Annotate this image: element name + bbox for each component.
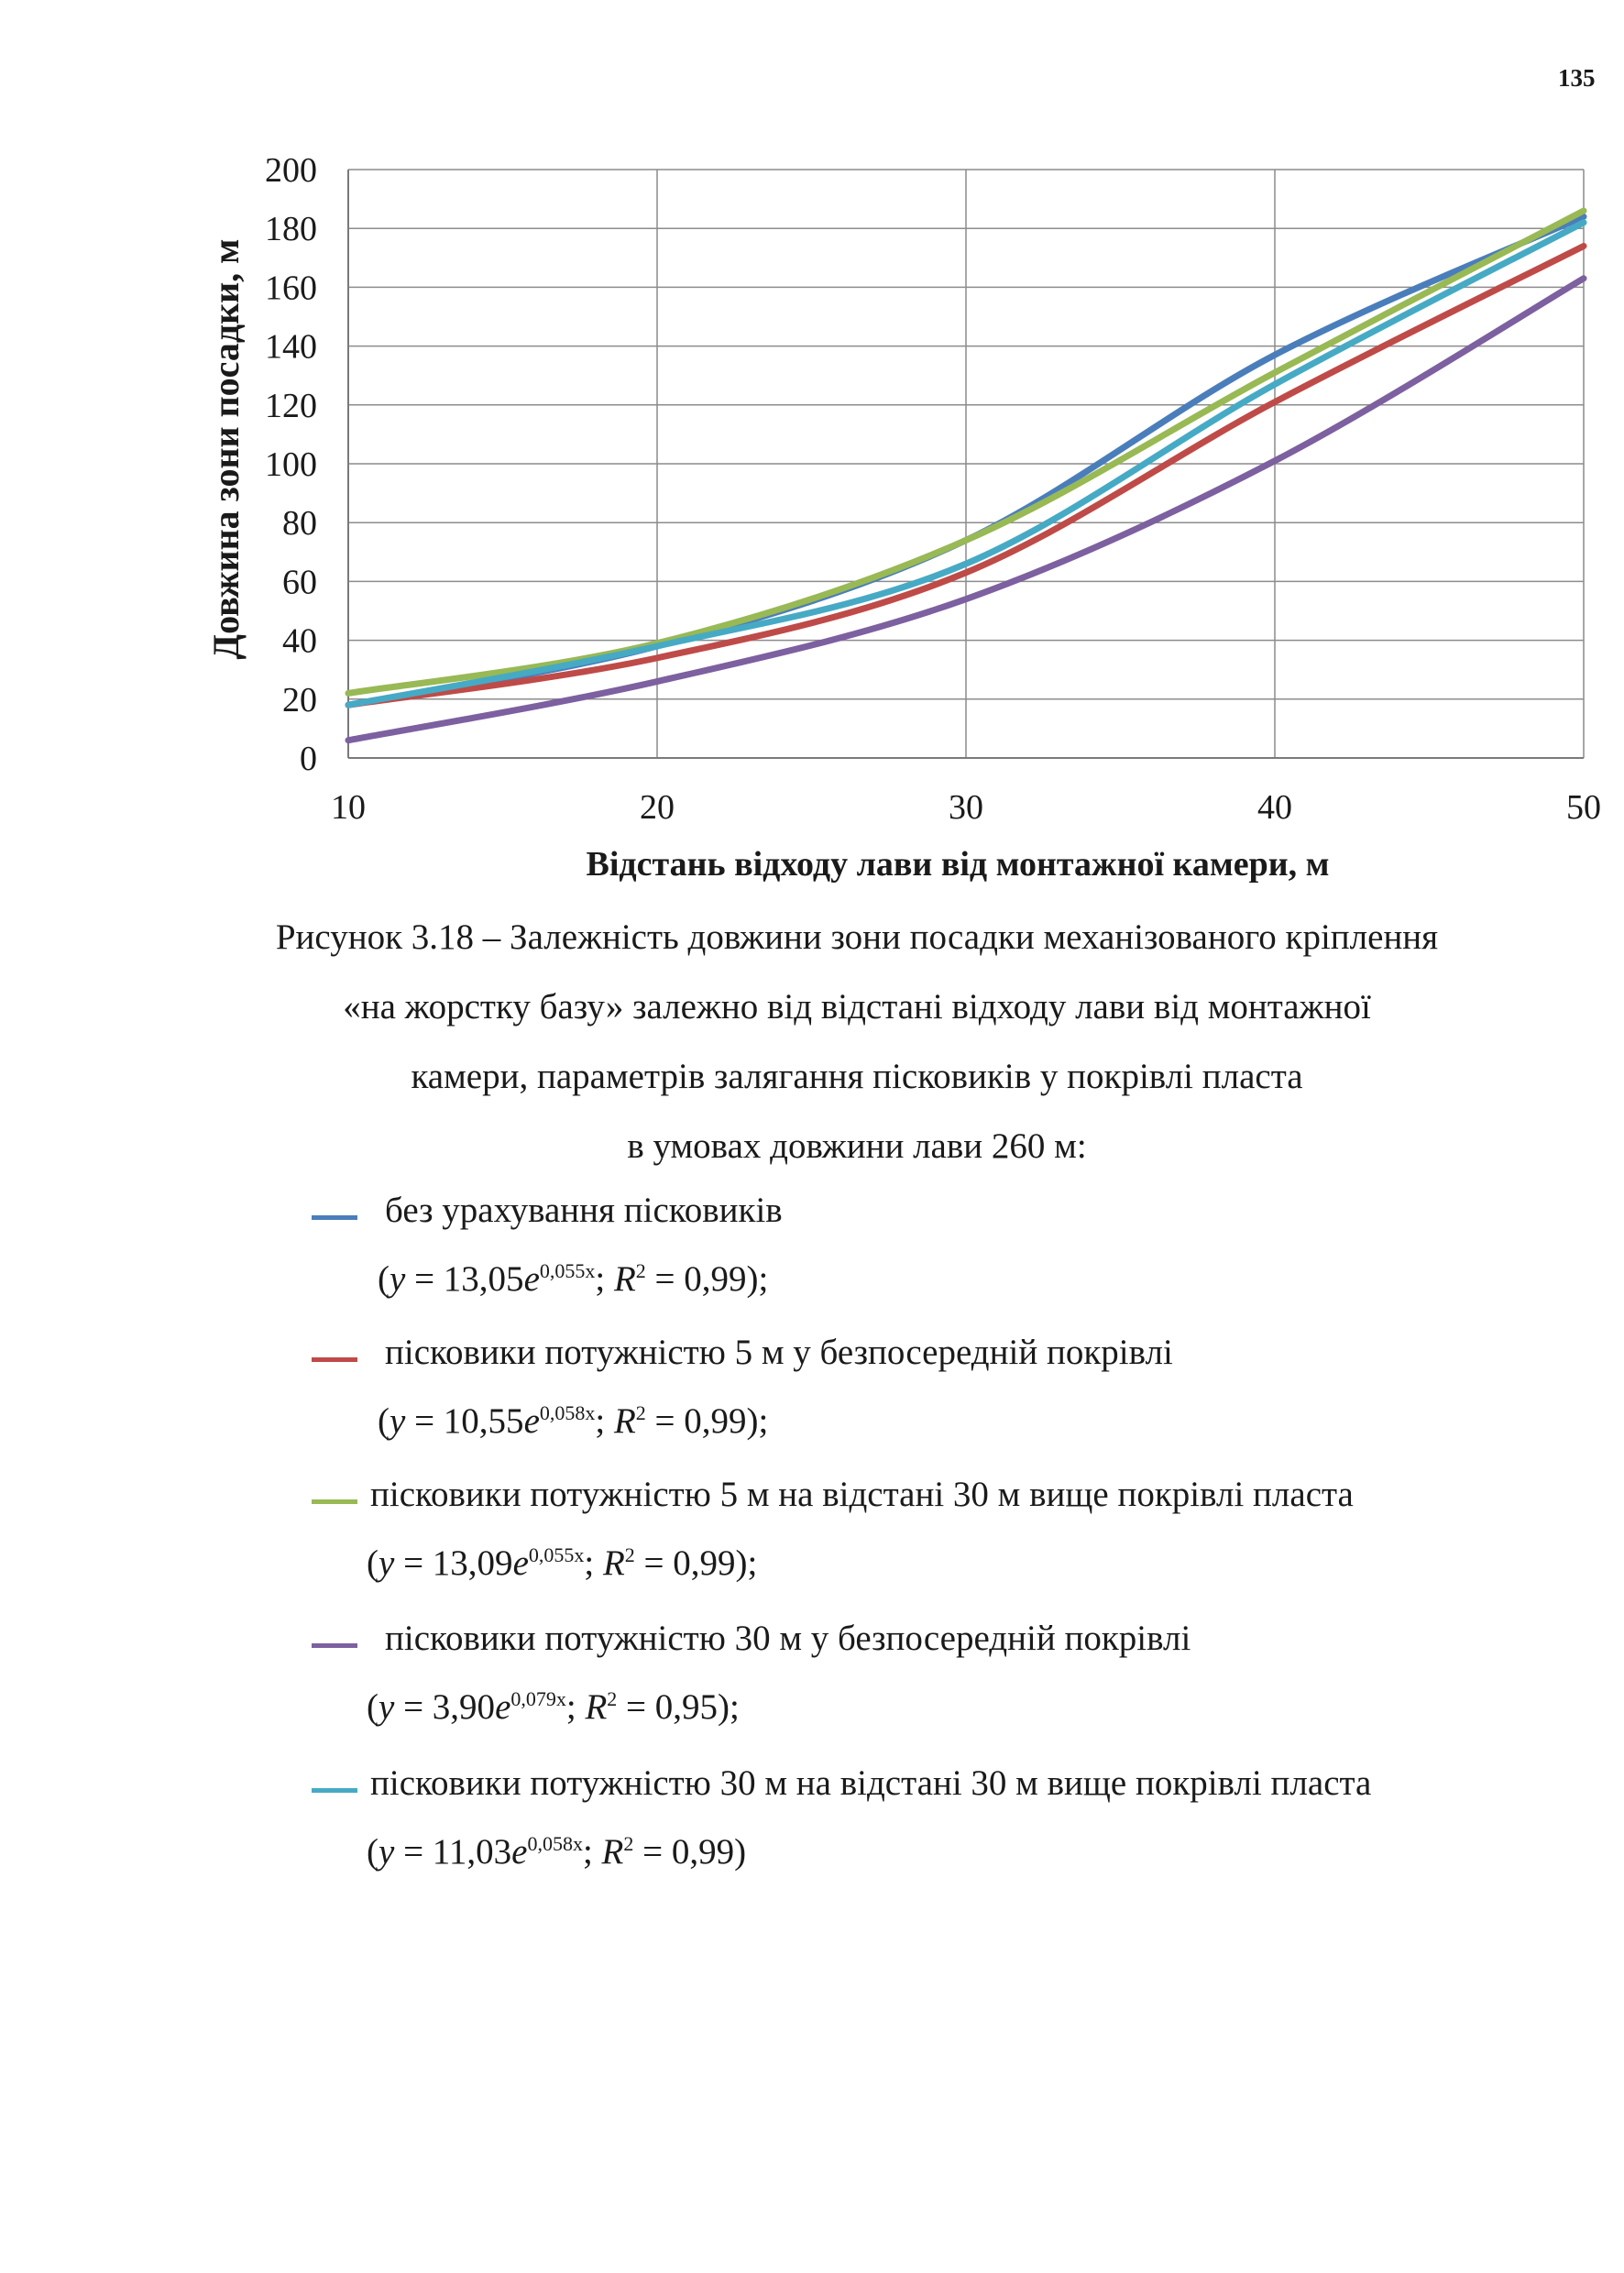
equation-part: = 13,05 (405, 1259, 524, 1299)
legend-swatch (312, 1499, 357, 1504)
y-axis-label: Довжина зони посадки, м (205, 238, 247, 660)
equation-part: e (511, 1832, 528, 1872)
y-tick-label: 160 (265, 269, 317, 308)
y-axis-ticks (265, 151, 317, 778)
x-axis-ticks (331, 788, 1601, 827)
caption-line-1: Рисунок 3.18 – Залежність довжини зони посадки механізованого кріплення (275, 917, 1439, 957)
legend-label: пісковики потужністю 30 м на відстані 30 м вище покрівлі пласта (370, 1763, 1372, 1803)
equation-part: 0,055x (539, 1259, 596, 1282)
equation-part: ( (367, 1543, 379, 1583)
equation-part: 2 (623, 1832, 634, 1855)
equation-part: = 10,55 (405, 1401, 524, 1441)
equation-part: R (613, 1259, 636, 1299)
caption-line-4: в умовах довжини лави 260 м: (627, 1126, 1087, 1166)
line-chart (0, 0, 1624, 917)
equation-part: 2 (607, 1687, 618, 1710)
equation-part: y (390, 1259, 406, 1299)
legend-label: пісковики потужністю 5 м у безпосередній покрівлі (385, 1333, 1173, 1372)
equation-part: e (512, 1543, 529, 1583)
y-tick-label: 100 (265, 445, 317, 484)
legend-equation (378, 1400, 768, 1442)
equation-part: ; (584, 1543, 603, 1583)
legend-equation (367, 1686, 740, 1728)
x-tick-label: 20 (640, 788, 675, 827)
caption-line-3: камери, параметрів залягання пісковиків у покрівлі пласта (411, 1057, 1303, 1096)
y-tick-label: 140 (265, 327, 317, 367)
equation-part: = 0,99); (645, 1401, 769, 1441)
legend-swatch (312, 1357, 357, 1362)
y-tick-label: 80 (282, 504, 317, 544)
equation-part: 0,079x (510, 1687, 566, 1710)
y-tick-label: 0 (300, 740, 317, 778)
figure-caption (174, 903, 1540, 1181)
legend-swatch (312, 1788, 357, 1793)
x-axis-label: Відстань відходу лави від монтажної камери, м (586, 845, 1330, 884)
equation-part: 0,058x (527, 1832, 583, 1855)
equation-part: ( (367, 1687, 379, 1727)
y-tick-label: 180 (265, 210, 317, 249)
equation-part: y (379, 1832, 395, 1872)
equation-part: e (495, 1687, 511, 1727)
equation-part: = 0,99); (645, 1259, 769, 1299)
equation-part: y (379, 1687, 395, 1727)
legend-swatch (312, 1643, 357, 1648)
equation-part: ( (378, 1401, 390, 1441)
equation-part: ; (595, 1401, 614, 1441)
equation-part: 0,055x (528, 1543, 585, 1566)
equation-part: = 11,03 (394, 1832, 512, 1872)
equation-part: e (523, 1259, 540, 1299)
equation-part: = 0,99); (634, 1543, 758, 1583)
equation-part: = 3,90 (394, 1687, 496, 1727)
equation-part: y (390, 1401, 406, 1441)
legend-equation (367, 1543, 757, 1584)
caption-line-2: «на жорстку базу» залежно від відстані відходу лави від монтажної (343, 987, 1371, 1027)
equation-part: ; (595, 1259, 614, 1299)
page-number: 135 (1558, 64, 1596, 92)
x-tick-label: 30 (949, 788, 983, 827)
legend-swatch (312, 1215, 357, 1220)
y-tick-label: 60 (282, 563, 317, 602)
equation-part: ( (367, 1832, 379, 1872)
legend-equation (367, 1831, 746, 1872)
legend-label: пісковики потужністю 5 м на відстані 30 м вище покрівлі пласта (370, 1475, 1354, 1514)
equation-part: ; (582, 1832, 602, 1872)
equation-part: 2 (635, 1259, 646, 1282)
equation-part: R (585, 1687, 608, 1727)
equation-part: y (379, 1543, 395, 1583)
y-tick-label: 20 (282, 680, 317, 719)
legend-label: без урахування пісковиків (385, 1191, 783, 1230)
equation-part: 2 (635, 1401, 646, 1424)
equation-part: 0,058x (539, 1401, 596, 1424)
x-tick-label: 50 (1566, 788, 1601, 827)
equation-part: R (602, 1543, 625, 1583)
equation-part: = 0,95); (617, 1687, 740, 1727)
equation-part: e (523, 1401, 540, 1441)
equation-part: ( (378, 1259, 390, 1299)
legend-label: пісковики потужністю 30 м у безпосередній покрівлі (385, 1619, 1191, 1658)
x-tick-label: 10 (331, 788, 366, 827)
equation-part: ; (565, 1687, 586, 1727)
legend-equation (378, 1258, 768, 1300)
equation-part: = 13,09 (394, 1543, 513, 1583)
y-tick-label: 200 (265, 151, 317, 190)
equation-part: R (601, 1832, 624, 1872)
equation-part: 2 (624, 1543, 635, 1566)
equation-part: R (613, 1401, 636, 1441)
y-tick-label: 120 (265, 386, 317, 425)
x-tick-label: 40 (1257, 788, 1292, 827)
y-tick-label: 40 (282, 621, 317, 661)
equation-part: = 0,99) (633, 1832, 747, 1872)
